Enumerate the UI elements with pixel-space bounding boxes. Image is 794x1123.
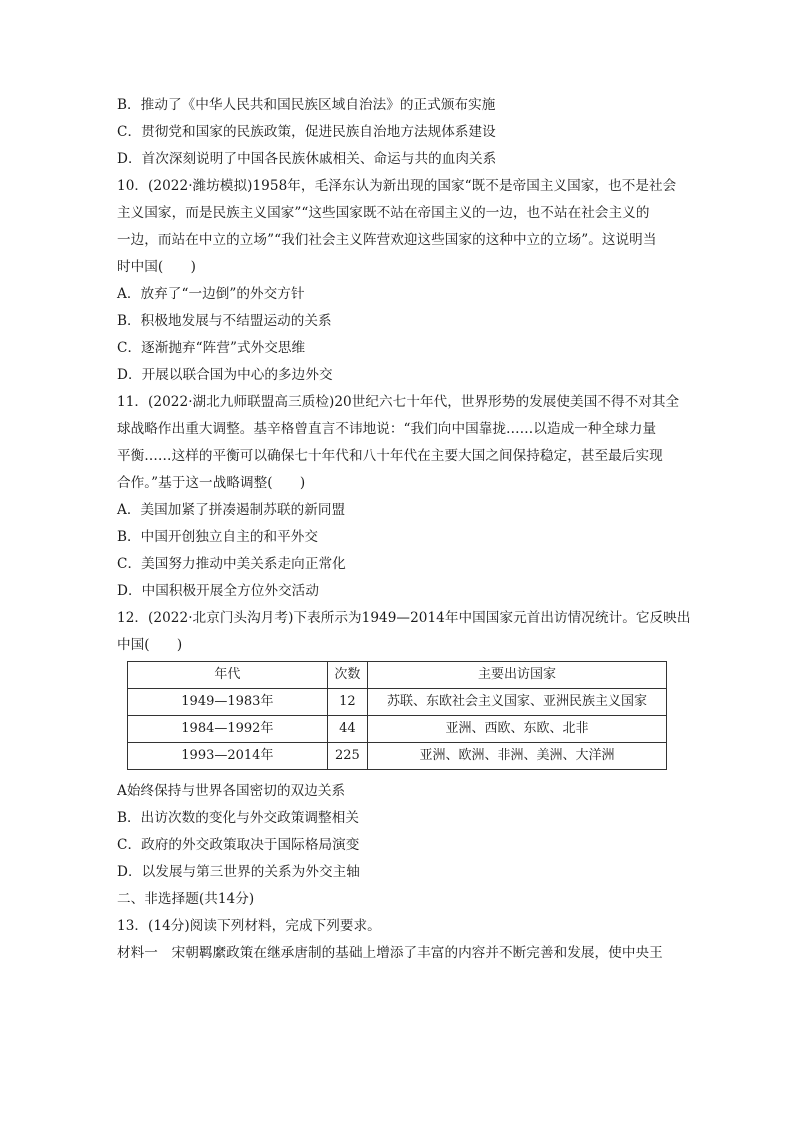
q9-option-b: B．推动了《中华人民共和国民族区域自治法》的正式颁布实施 xyxy=(117,97,496,113)
q10-option-b: B．积极地发展与不结盟运动的关系 xyxy=(117,313,332,329)
q12-option-c: C．政府的外交政策取决于国际格局演变 xyxy=(117,837,360,853)
q10-option-c: C．逐渐抛弃“阵营”式外交思维 xyxy=(117,340,306,356)
visit-stats-table xyxy=(127,661,667,770)
q13-material-1: 材料一 宋朝羁縻政策在继承唐制的基础上增添了丰富的内容并不断完善和发展，使中央王 xyxy=(117,945,663,961)
q12-option-d: D．以发展与第三世界的关系为外交主轴 xyxy=(117,864,360,880)
table-cell: 1984—1992年 xyxy=(128,716,328,743)
q11-option-c: C．美国努力推动中美关系走向正常化 xyxy=(117,556,346,572)
q10-option-a: A．放弃了“一边倒”的外交方针 xyxy=(117,286,305,302)
q13-stem: 13．(14分)阅读下列材料，完成下列要求。 xyxy=(117,918,381,934)
table-cell: 亚洲、欧洲、非洲、美洲、大洋洲 xyxy=(368,743,667,770)
q10-stem-line: 时中国( ) xyxy=(117,259,196,275)
table-row xyxy=(128,689,667,716)
q11-option-b: B．中国开创独立自主的和平外交 xyxy=(117,529,319,545)
table-cell: 44 xyxy=(327,716,367,743)
q11-stem-line: 平衡……这样的平衡可以确保七十年代和八十年代在主要大国之间保持稳定，甚至最后实现 xyxy=(117,448,663,464)
q11-option-d: D．中国积极开展全方位外交活动 xyxy=(117,583,319,599)
table-header-cell: 次数 xyxy=(327,662,367,689)
table-cell: 1993—2014年 xyxy=(128,743,328,770)
table-cell: 苏联、东欧社会主义国家、亚洲民族主义国家 xyxy=(368,689,667,716)
q12-option-b: B．出访次数的变化与外交政策调整相关 xyxy=(117,810,359,826)
q11-stem-line: 11．(2022·湖北九师联盟高三质检)20世纪六七十年代，世界形势的发展使美国不得不对其全 xyxy=(117,394,680,410)
page-content xyxy=(117,92,691,967)
table-cell: 12 xyxy=(327,689,367,716)
q11-stem-line: 球战略作出重大调整。基辛格曾直言不讳地说：“我们向中国靠拢……以造成一种全球力量 xyxy=(117,421,657,437)
q9-option-c: C．贯彻党和国家的民族政策，促进民族自治地方法规体系建设 xyxy=(117,124,496,140)
section-title: 二、非选择题(共14分) xyxy=(117,891,255,907)
q12-stem-line: 中国( ) xyxy=(117,637,183,653)
q11-option-a: A．美国加紧了拼凑遏制苏联的新同盟 xyxy=(117,502,346,518)
q12-option-a: A始终保持与世界各国密切的双边关系 xyxy=(117,783,346,799)
q12-stem-line: 12．(2022·北京门头沟月考)下表所示为1949—2014年中国国家元首出访情况统计。它反映出 xyxy=(117,610,691,626)
table-cell: 225 xyxy=(327,743,367,770)
q9-option-d: D．首次深刻说明了中国各民族休戚相关、命运与共的血肉关系 xyxy=(117,151,497,167)
table-cell: 亚洲、西欧、东欧、北非 xyxy=(368,716,667,743)
table-header-cell: 主要出访国家 xyxy=(368,662,667,689)
table-row xyxy=(128,716,667,743)
table-row xyxy=(128,743,667,770)
q10-stem-line: 主义国家，而是民族主义国家”“这些国家既不站在帝国主义的一边，也不站在社会主义的 xyxy=(117,205,650,221)
q10-stem-line: 一边，而站在中立的立场”“我们社会主义阵营欢迎这些国家的这种中立的立场”。这说明当 xyxy=(117,232,657,248)
q10-option-d: D．开展以联合国为中心的多边外交 xyxy=(117,367,333,383)
table-header-row xyxy=(128,662,667,689)
q10-stem-line: 10．(2022·潍坊模拟)1958年，毛泽东认为新出现的国家“既不是帝国主义国家，也不是社会 xyxy=(117,178,677,194)
table-cell: 1949—1983年 xyxy=(128,689,328,716)
q11-stem-line: 合作。”基于这一战略调整( ) xyxy=(117,475,306,491)
table-header-cell: 年代 xyxy=(128,662,328,689)
